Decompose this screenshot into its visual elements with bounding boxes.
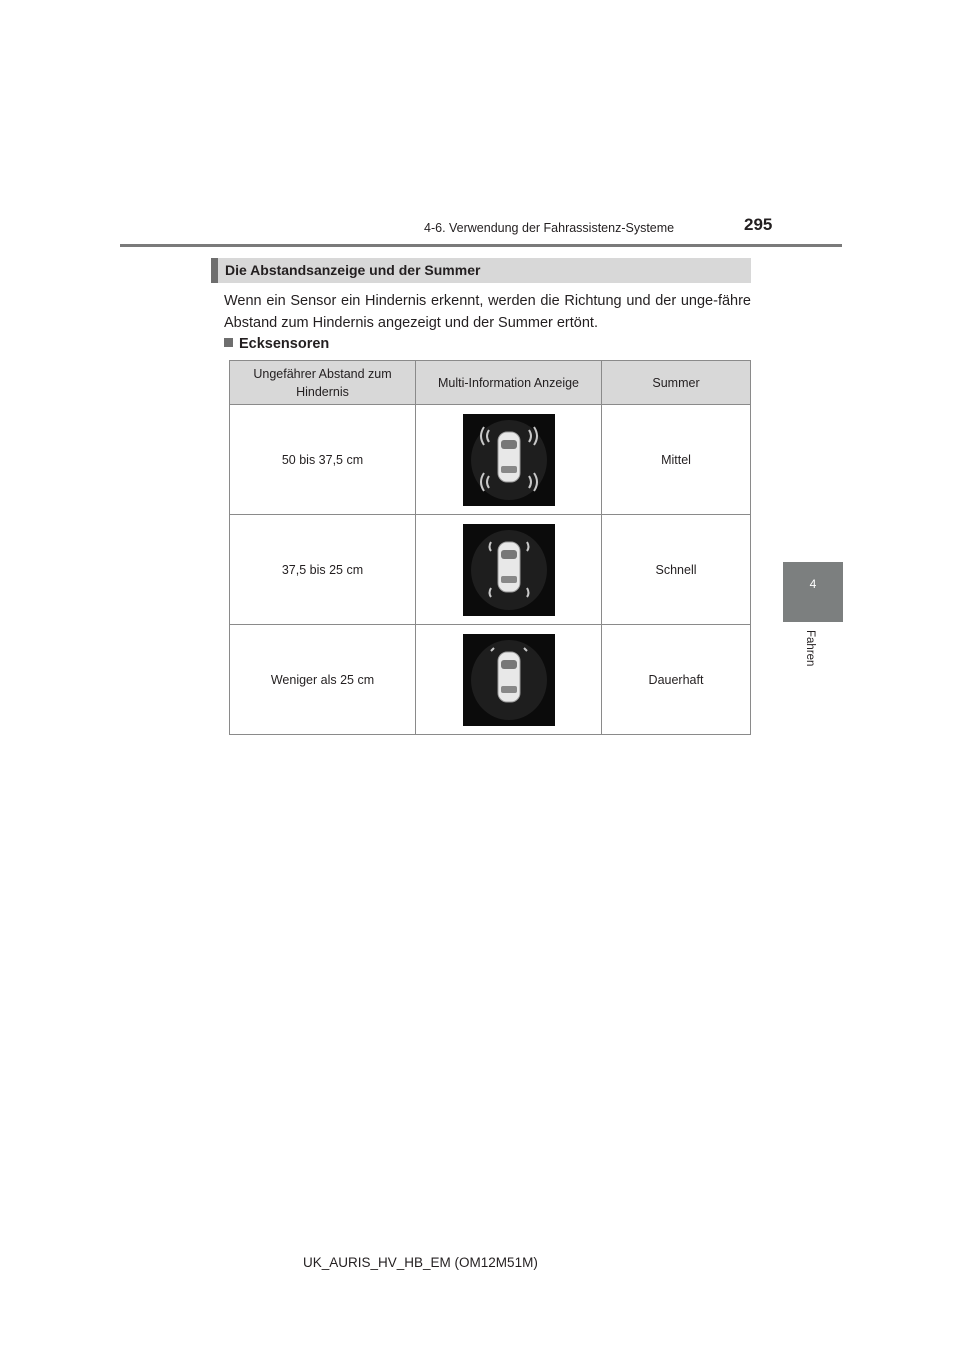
body-paragraph: Wenn ein Sensor ein Hindernis erkennt, werden die Richtung und der unge-fähre Abstand zum Hindernis angezeigt und der Summer ertönt. [224, 293, 751, 331]
table-row [230, 625, 751, 735]
corner-sensor-display-icon [463, 634, 555, 726]
page-number: 295 [744, 215, 773, 234]
header-section-title: 4-6. Verwendung der Fahrassistenz-Systeme [424, 221, 675, 235]
distance-cell: 37,5 bis 25 cm [230, 515, 416, 625]
section-heading: Die Abstandsanzeige und der Summer [225, 262, 481, 278]
chapter-label: Fahren [804, 630, 816, 667]
table-row [230, 405, 751, 515]
chapter-number: 4 [809, 577, 817, 591]
corner-sensor-display-icon [463, 524, 555, 616]
column-header-display: Multi-Information Anzeige [416, 361, 602, 405]
table-header-row [230, 361, 751, 405]
section-heading-box [211, 258, 751, 283]
corner-sensor-display-icon [463, 414, 555, 506]
distance-table [229, 360, 751, 735]
distance-cell: 50 bis 37,5 cm [230, 405, 416, 515]
subheading-text: Ecksensoren [239, 336, 330, 352]
table-row [230, 515, 751, 625]
footer-model-code: UK_AURIS_HV_HB_EM (OM12M51M) [303, 1255, 538, 1270]
header-divider [120, 244, 842, 247]
square-bullet-icon [224, 338, 233, 347]
buzzer-cell: Mittel [602, 405, 751, 515]
section-heading-bar [211, 258, 218, 283]
chapter-tab [783, 562, 843, 622]
display-cell [416, 625, 602, 735]
subheading [224, 336, 329, 352]
column-header-distance: Ungefährer Abstand zum Hindernis [230, 361, 416, 405]
display-cell [416, 405, 602, 515]
display-cell [416, 515, 602, 625]
buzzer-cell: Schnell [602, 515, 751, 625]
column-header-buzzer: Summer [602, 361, 751, 405]
distance-cell: Weniger als 25 cm [230, 625, 416, 735]
buzzer-cell: Dauerhaft [602, 625, 751, 735]
